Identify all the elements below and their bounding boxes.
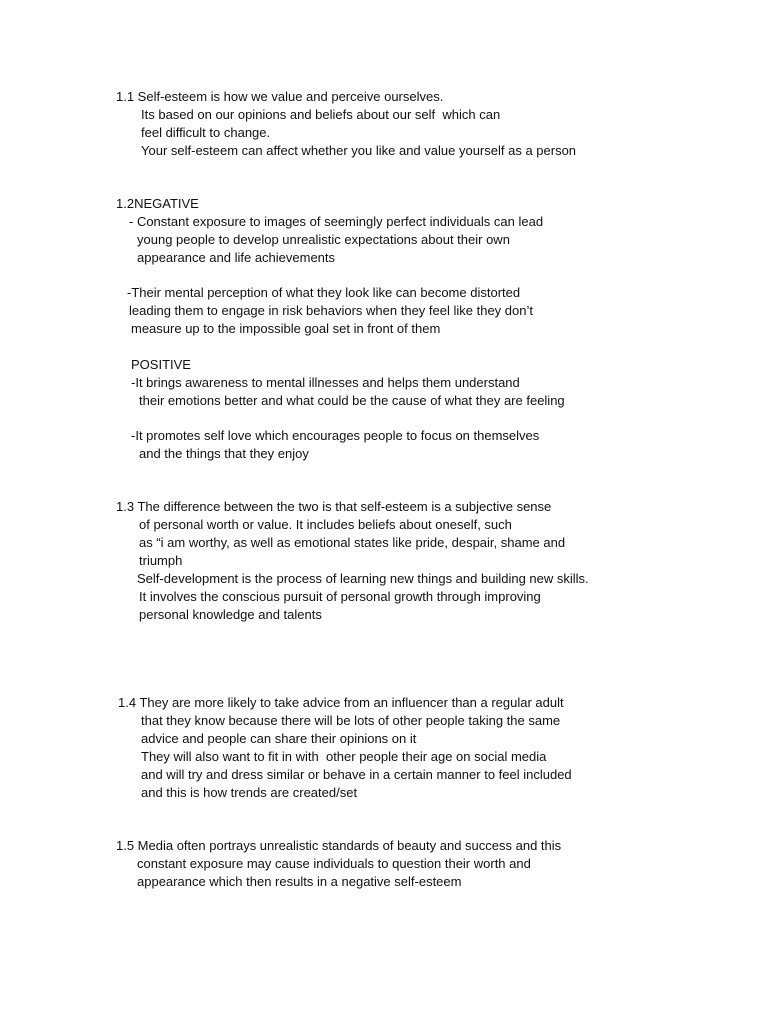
section-1-2-line-4: -Their mental perception of what they look like can become distorted: [127, 285, 521, 300]
section-1-3-line-7: personal knowledge and talents: [139, 607, 322, 622]
positive-line-1: -It brings awareness to mental illnesses and helps them understand: [131, 375, 520, 390]
section-1-4-line-6: and this is how trends are created/set: [141, 785, 358, 800]
section-1-4-line-5: and will try and dress similar or behave in a certain manner to feel included: [141, 767, 572, 782]
section-1-5-line-2: constant exposure may cause individuals to question their worth and: [137, 856, 531, 871]
section-1-3-line-4: triumph: [139, 553, 183, 568]
section-1-3-line-1: 1.3 The difference between the two is that self-esteem is a subjective sense: [116, 499, 552, 514]
section-1-2-line-5: leading them to engage in risk behaviors when they feel like they don’t: [129, 303, 533, 318]
positive-heading: POSITIVE: [131, 357, 191, 372]
section-1-2-line-3: appearance and life achievements: [137, 250, 336, 265]
positive-line-4: and the things that they enjoy: [139, 446, 309, 461]
section-1-1-line-1: 1.1 Self-esteem is how we value and perceive ourselves.: [116, 89, 444, 104]
positive-line-3: -It promotes self love which encourages people to focus on themselves: [131, 428, 540, 443]
section-1-3-line-3: as “i am worthy, as well as emotional states like pride, despair, shame and: [139, 535, 566, 550]
section-1-3-line-6: It involves the conscious pursuit of personal growth through improving: [139, 589, 541, 604]
section-1-5-line-1: 1.5 Media often portrays unrealistic standards of beauty and success and this: [116, 838, 562, 853]
section-1-3-line-2: of personal worth or value. It includes beliefs about oneself, such: [139, 517, 512, 532]
section-1-1-line-4: Your self-esteem can affect whether you like and value yourself as a person: [141, 143, 577, 158]
section-1-2-line-1: - Constant exposure to images of seemingly perfect individuals can lead: [129, 214, 544, 229]
section-1-4-line-3: advice and people can share their opinions on it: [141, 731, 417, 746]
section-1-2-line-2: young people to develop unrealistic expectations about their own: [137, 232, 510, 247]
section-1-4-line-4: They will also want to fit in with other people their age on social media: [141, 749, 547, 764]
section-1-1-line-3: feel difficult to change.: [141, 125, 271, 140]
section-1-3-line-5: Self-development is the process of learning new things and building new skills.: [137, 571, 589, 586]
positive-line-2: their emotions better and what could be the cause of what they are feeling: [139, 393, 565, 408]
section-1-2-line-6: measure up to the impossible goal set in front of them: [131, 321, 441, 336]
section-1-1-line-2: Its based on our opinions and beliefs about our self which can: [141, 107, 501, 122]
section-1-5-line-3: appearance which then results in a negative self-esteem: [137, 874, 462, 889]
section-1-2-heading: 1.2NEGATIVE: [116, 196, 199, 211]
section-1-4-line-2: that they know because there will be lots of other people taking the same: [141, 713, 561, 728]
section-1-4-line-1: 1.4 They are more likely to take advice from an influencer than a regular adult: [118, 695, 564, 710]
